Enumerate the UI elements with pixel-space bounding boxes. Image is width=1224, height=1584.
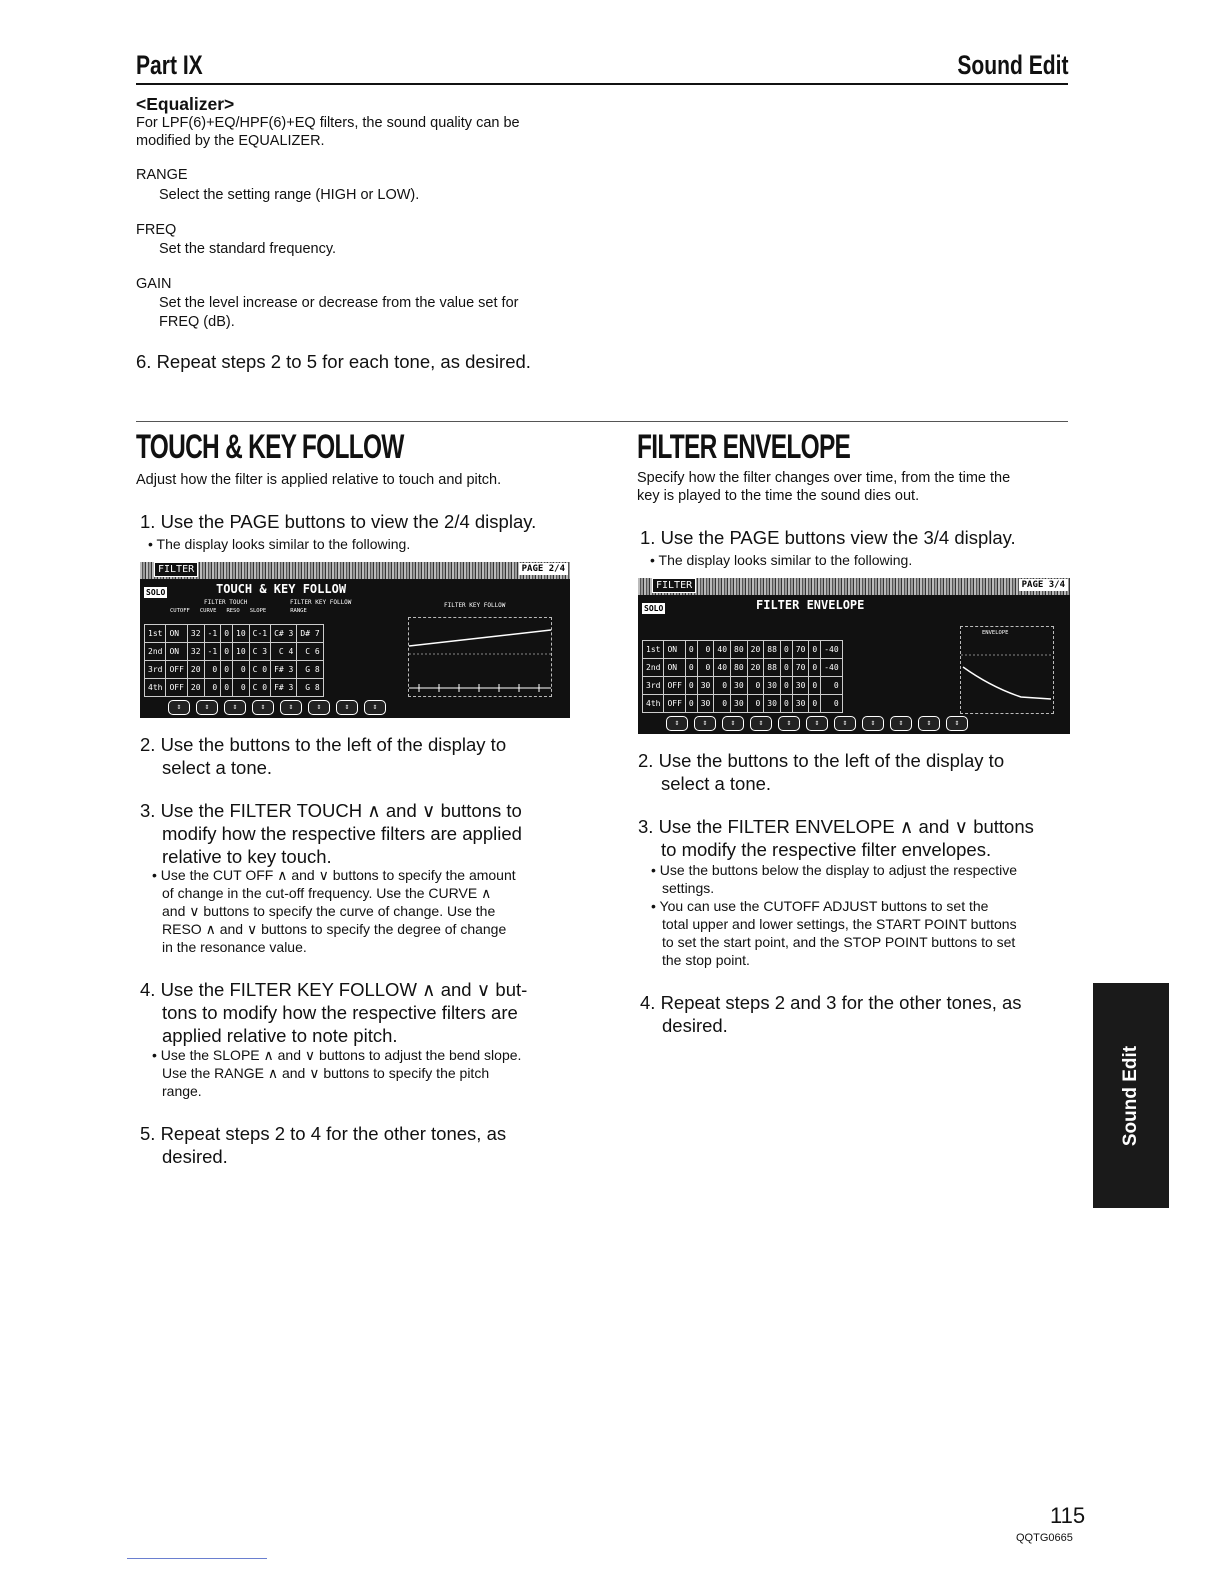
gain-desc-1: Set the level increase or decrease from the value set for <box>159 295 519 311</box>
table-cell: 0 <box>809 695 821 713</box>
envelope-step-3b: to modify the respective filter envelopes. <box>661 839 992 860</box>
table-cell: 0 <box>221 661 233 679</box>
table-cell: 70 <box>792 641 809 659</box>
touch-step-3b: modify how the respective filters are applied <box>162 823 522 844</box>
knob-icon[interactable]: ⇕ <box>778 716 800 731</box>
table-cell: 0 <box>809 659 821 677</box>
table-cell: 0 <box>780 695 792 713</box>
envelope-step-4a: 4. Repeat steps 2 and 3 for the other tones, as <box>640 992 1022 1013</box>
touch-step-4c: applied relative to note pitch. <box>162 1025 398 1046</box>
table-row <box>145 643 324 661</box>
gain-label: GAIN <box>136 276 172 292</box>
touch-step-5a: 5. Repeat steps 2 to 4 for the other tones, as <box>140 1123 507 1144</box>
table-cell: 20 <box>187 661 204 679</box>
solo-badge: SOLO <box>146 588 166 597</box>
col-group-key-follow: FILTER KEY FOLLOW <box>290 599 352 606</box>
envelope-step-1-bullet: • The display looks similar to the following. <box>650 551 912 569</box>
solo-badge: SOLO <box>644 604 664 613</box>
table-cell: 30 <box>764 677 781 695</box>
table-cell: 30 <box>792 677 809 695</box>
envelope-step-3-text-4: total upper and lower settings, the START POINT buttons <box>662 916 1017 932</box>
table-cell: 2nd <box>145 643 166 661</box>
touch-step-3c: relative to key touch. <box>162 846 332 867</box>
knob-icon[interactable]: ⇕ <box>946 716 968 731</box>
table-cell: -1 <box>204 643 221 661</box>
table-cell: 80 <box>731 659 748 677</box>
table-cell: 0 <box>685 677 697 695</box>
envelope-step-3-text-6: the stop point. <box>662 952 750 968</box>
touch-display <box>140 562 570 718</box>
table-cell: 2nd <box>643 659 664 677</box>
display-page: PAGE 3/4 <box>1019 579 1068 591</box>
knob-icon[interactable]: ⇕ <box>196 700 218 715</box>
col-curve: CURVE <box>199 608 217 614</box>
touch-step-3-text-5: in the resonance value. <box>162 939 307 955</box>
table-cell: 30 <box>792 695 809 713</box>
display-tag: FILTER <box>652 578 696 593</box>
envelope-graph <box>960 626 1054 714</box>
equalizer-heading: <Equalizer> <box>136 94 235 114</box>
table-cell: 30 <box>731 695 748 713</box>
table-cell: 0 <box>221 625 233 643</box>
table-row <box>145 625 324 643</box>
table-cell: OFF <box>166 661 187 679</box>
table-cell: C 3 <box>249 643 270 661</box>
knob-icon[interactable]: ⇕ <box>280 700 302 715</box>
table-cell: 80 <box>731 641 748 659</box>
table-row <box>145 679 324 697</box>
table-cell: 40 <box>714 641 731 659</box>
side-tab-label: Sound Edit <box>1120 1045 1141 1146</box>
envelope-step-3-bullet-2: • You can use the CUTOFF ADJUST buttons to set the <box>651 897 988 915</box>
display-page: PAGE 2/4 <box>519 563 568 575</box>
table-cell: C# 3 <box>271 625 297 643</box>
table-cell: 0 <box>685 695 697 713</box>
col-group-filter-touch: FILTER TOUCH <box>204 599 248 606</box>
table-cell: 0 <box>747 695 764 713</box>
table-cell: C 6 <box>297 643 323 661</box>
knob-icon[interactable]: ⇕ <box>834 716 856 731</box>
touch-step-3-text-3: and ∨ buttons to specify the curve of change. Use the <box>162 903 496 919</box>
freq-desc: Set the standard frequency. <box>159 241 337 257</box>
touch-step-3-bullet: • Use the CUT OFF ∧ and ∨ buttons to specify the amount <box>152 866 516 884</box>
envelope-curve <box>961 627 1053 713</box>
display-buttons <box>666 716 1070 731</box>
display-topbar <box>140 562 570 579</box>
envelope-title: FILTER ENVELOPE <box>637 428 851 466</box>
table-cell: 0 <box>685 659 697 677</box>
knob-icon[interactable]: ⇕ <box>694 716 716 731</box>
table-cell: F# 3 <box>271 661 297 679</box>
touch-step-4b: tons to modify how the respective filters are <box>162 1002 518 1023</box>
table-cell: 32 <box>187 625 204 643</box>
table-cell: 0 <box>233 661 250 679</box>
touch-title: TOUCH & KEY FOLLOW <box>136 428 404 466</box>
envelope-step-3a: 3. Use the FILTER ENVELOPE ∧ and ∨ buttons <box>638 816 1034 837</box>
table-cell: 0 <box>780 677 792 695</box>
envelope-intro-1: Specify how the filter changes over time, from the time the <box>637 470 1011 486</box>
envelope-step-3-text-5: to set the start point, and the STOP POINT buttons to set <box>662 934 1016 950</box>
envelope-step-3-bullet-1: • Use the buttons below the display to adjust the respective <box>651 861 1017 879</box>
table-cell: OFF <box>166 679 187 697</box>
key-follow-graph <box>408 617 552 697</box>
table-cell: 0 <box>809 641 821 659</box>
col-slope: SLOPE <box>249 608 267 614</box>
table-cell: 4th <box>145 679 166 697</box>
gain-desc-2: FREQ (dB). <box>159 314 235 330</box>
knob-icon[interactable]: ⇕ <box>224 700 246 715</box>
side-tab <box>1093 983 1169 1208</box>
table-row <box>145 661 324 679</box>
column-headers <box>170 608 307 614</box>
table-row <box>643 659 843 677</box>
equalizer-intro-2: modified by the EQUALIZER. <box>136 133 325 149</box>
knob-icon[interactable]: ⇕ <box>308 700 330 715</box>
table-cell: C 4 <box>271 643 297 661</box>
envelope-step-2b: select a tone. <box>661 773 772 794</box>
table-cell: -1 <box>204 625 221 643</box>
table-cell: 1st <box>145 625 166 643</box>
table-cell: D# 7 <box>297 625 323 643</box>
knob-icon[interactable]: ⇕ <box>666 716 688 731</box>
table-cell: 20 <box>747 641 764 659</box>
envelope-step-3-text-2: settings. <box>662 880 715 896</box>
table-cell: F# 3 <box>271 679 297 697</box>
table-cell: 30 <box>731 677 748 695</box>
doc-code: QQTG0665 <box>1016 1532 1073 1544</box>
col-range: RANGE <box>290 608 307 614</box>
table-cell: 0 <box>821 677 842 695</box>
touch-step-1-bullet: • The display looks similar to the following. <box>148 535 410 553</box>
table-cell: 10 <box>233 643 250 661</box>
knob-icon[interactable]: ⇕ <box>336 700 358 715</box>
table-cell: 30 <box>697 677 714 695</box>
touch-table <box>144 624 324 697</box>
range-desc: Select the setting range (HIGH or LOW). <box>159 187 420 203</box>
equalizer-intro-1: For LPF(6)+EQ/HPF(6)+EQ filters, the sound quality can be <box>136 115 520 131</box>
table-cell: 32 <box>187 643 204 661</box>
table-cell: -40 <box>821 641 842 659</box>
envelope-step-2a: 2. Use the buttons to the left of the display to <box>638 750 1005 771</box>
table-cell: 0 <box>714 695 731 713</box>
knob-icon[interactable]: ⇕ <box>918 716 940 731</box>
touch-step-4-bullet: • Use the SLOPE ∧ and ∨ buttons to adjust the bend slope. <box>152 1046 521 1064</box>
section-divider <box>136 421 1068 422</box>
touch-step-4-text-2: Use the RANGE ∧ and ∨ buttons to specify the pitch <box>162 1065 490 1081</box>
table-row <box>643 695 843 713</box>
table-cell: ON <box>166 643 187 661</box>
table-cell: 0 <box>685 641 697 659</box>
envelope-intro-2: key is played to the time the sound dies out. <box>637 488 920 504</box>
col-reso: RESO <box>226 608 240 614</box>
table-cell: 0 <box>221 679 233 697</box>
col-cutoff: CUTOFF <box>170 608 190 614</box>
table-cell: OFF <box>664 677 685 695</box>
table-row <box>643 641 843 659</box>
range-label: RANGE <box>136 167 188 183</box>
key-follow-curve <box>409 618 551 696</box>
envelope-graph-label: ENVELOPE <box>982 630 1009 636</box>
part-label: Part IX <box>136 50 203 80</box>
touch-step-3a: 3. Use the FILTER TOUCH ∧ and ∨ buttons to <box>140 800 522 821</box>
display-title: FILTER ENVELOPE <box>756 598 865 612</box>
table-cell: 0 <box>780 659 792 677</box>
table-cell: 20 <box>747 659 764 677</box>
display-tag: FILTER <box>154 562 198 577</box>
knob-icon[interactable]: ⇕ <box>862 716 884 731</box>
table-cell: 0 <box>821 695 842 713</box>
display-buttons <box>168 700 570 715</box>
touch-step-4a: 4. Use the FILTER KEY FOLLOW ∧ and ∨ but- <box>140 979 528 1000</box>
table-cell: 10 <box>233 625 250 643</box>
table-cell: 3rd <box>643 677 664 695</box>
table-cell: 3rd <box>145 661 166 679</box>
table-cell: 88 <box>764 659 781 677</box>
table-cell: C 0 <box>249 661 270 679</box>
table-cell: 0 <box>697 659 714 677</box>
graph-label: FILTER KEY FOLLOW <box>444 602 506 609</box>
touch-step-3-text-4: RESO ∧ and ∨ buttons to specify the degree of change <box>162 921 507 937</box>
touch-step-2b: select a tone. <box>162 757 273 778</box>
envelope-table <box>642 640 843 713</box>
touch-step-5b: desired. <box>162 1146 228 1167</box>
table-cell: 20 <box>187 679 204 697</box>
table-cell: 88 <box>764 641 781 659</box>
header-rule <box>136 83 1068 85</box>
table-cell: C-1 <box>249 625 270 643</box>
touch-intro: Adjust how the filter is applied relative to touch and pitch. <box>136 472 502 488</box>
table-cell: 0 <box>204 661 221 679</box>
envelope-display <box>638 578 1070 734</box>
table-cell: ON <box>664 659 685 677</box>
envelope-step-1: 1. Use the PAGE buttons view the 3/4 display. <box>640 527 1016 548</box>
knob-icon[interactable]: ⇕ <box>364 700 386 715</box>
table-cell: 30 <box>697 695 714 713</box>
page-number: 115 <box>1050 1503 1086 1528</box>
footer-line <box>127 1558 267 1559</box>
table-cell: C 0 <box>249 679 270 697</box>
knob-icon[interactable]: ⇕ <box>252 700 274 715</box>
knob-icon[interactable]: ⇕ <box>890 716 912 731</box>
touch-step-1: 1. Use the PAGE buttons to view the 2/4 display. <box>140 511 537 532</box>
equalizer-step-6: 6. Repeat steps 2 to 5 for each tone, as desired. <box>136 351 531 372</box>
touch-step-2a: 2. Use the buttons to the left of the display to <box>140 734 507 755</box>
table-row <box>643 677 843 695</box>
table-cell: G 8 <box>297 661 323 679</box>
table-cell: 0 <box>697 641 714 659</box>
table-cell: 0 <box>780 641 792 659</box>
knob-icon[interactable]: ⇕ <box>806 716 828 731</box>
table-cell: 0 <box>809 677 821 695</box>
knob-icon[interactable]: ⇕ <box>722 716 744 731</box>
table-cell: ON <box>664 641 685 659</box>
table-cell: -40 <box>821 659 842 677</box>
table-cell: 0 <box>204 679 221 697</box>
envelope-step-4b: desired. <box>662 1015 728 1036</box>
table-cell: 0 <box>221 643 233 661</box>
table-cell: ON <box>166 625 187 643</box>
section-label: Sound Edit <box>956 50 1068 80</box>
table-cell: 0 <box>233 679 250 697</box>
table-cell: 30 <box>764 695 781 713</box>
table-cell: G 8 <box>297 679 323 697</box>
table-cell: OFF <box>664 695 685 713</box>
table-cell: 1st <box>643 641 664 659</box>
knob-icon[interactable]: ⇕ <box>750 716 772 731</box>
display-title: TOUCH & KEY FOLLOW <box>216 582 347 596</box>
display-topbar <box>638 578 1070 595</box>
table-cell: 0 <box>747 677 764 695</box>
table-cell: 70 <box>792 659 809 677</box>
knob-icon[interactable]: ⇕ <box>168 700 190 715</box>
table-cell: 40 <box>714 659 731 677</box>
touch-step-3-text-2: of change in the cut-off frequency. Use the CURVE ∧ <box>162 885 492 901</box>
table-cell: 4th <box>643 695 664 713</box>
table-cell: 0 <box>714 677 731 695</box>
touch-step-4-text-3: range. <box>162 1083 202 1099</box>
freq-label: FREQ <box>136 222 177 238</box>
